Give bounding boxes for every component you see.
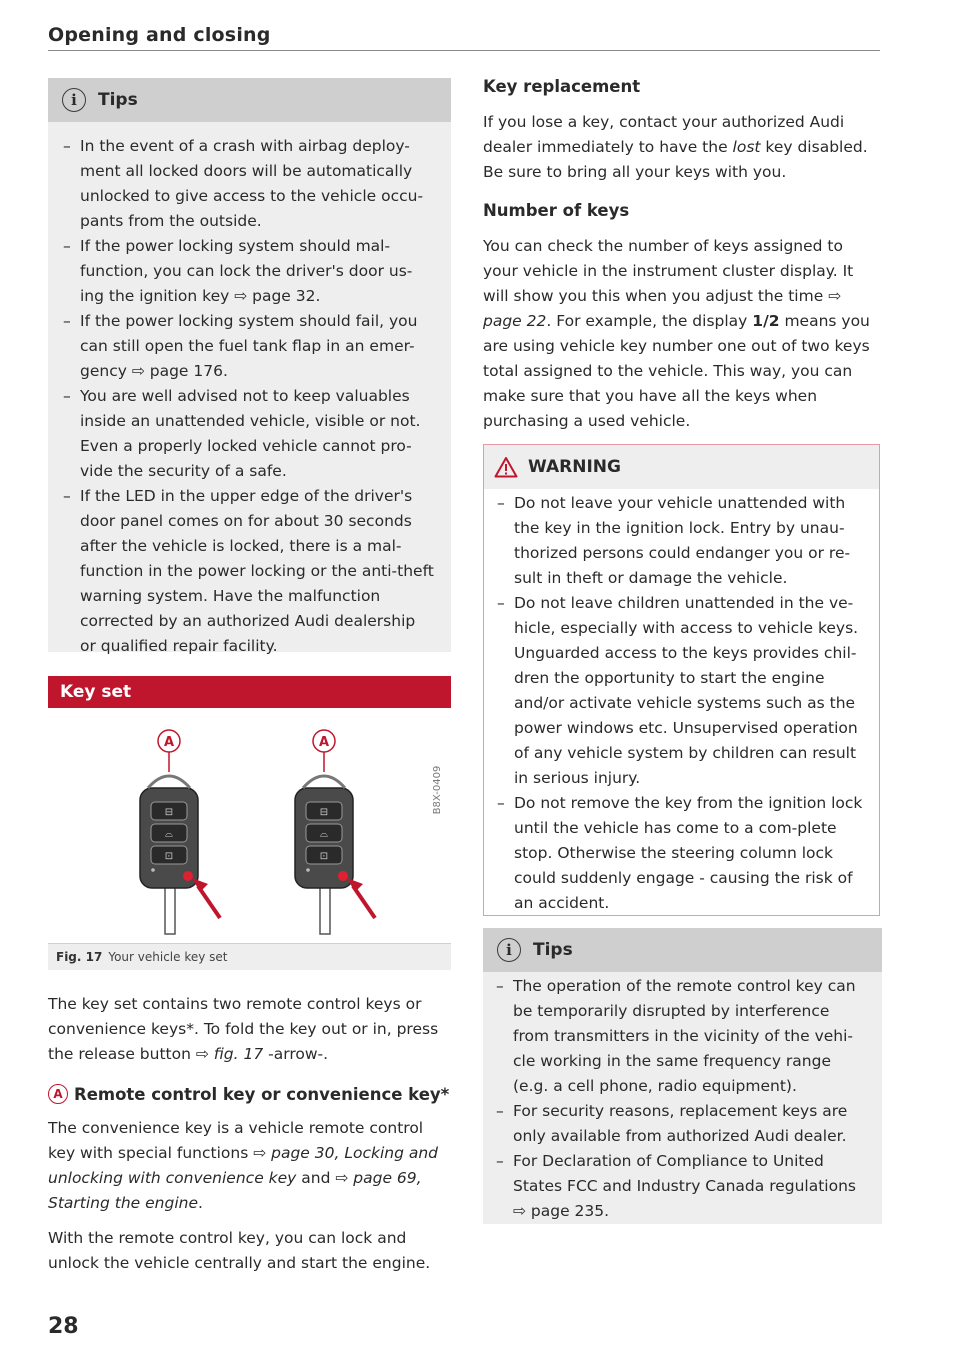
caption-label: Fig. 17 bbox=[56, 950, 103, 964]
tips-box-top bbox=[48, 78, 451, 655]
tips-item: – If the LED in the upper edge of the driver's door panel comes on for about 30 seconds after the vehicle is locked, there is a mal-function in the power locking or the anti-theft warning system. Have the malfunction corrected by an authorized Audi dealership or qualified repair facility. bbox=[60, 484, 435, 659]
key-replacement-text bbox=[483, 110, 883, 185]
tips-header bbox=[483, 928, 882, 972]
warning-header bbox=[484, 445, 879, 489]
key-set-intro bbox=[48, 992, 458, 1067]
svg-text:⊡: ⊡ bbox=[164, 851, 174, 862]
warning-triangle-icon bbox=[494, 456, 518, 478]
key-replacement-heading: Key replacement bbox=[483, 77, 641, 96]
warning-list bbox=[484, 489, 879, 916]
tips-item: – You are well advised not to keep valuables inside an unattended vehicle, visible or not. Even a properly locked vehicle cannot pro-vide the security of a safe. bbox=[60, 384, 435, 484]
info-icon: i bbox=[62, 88, 86, 112]
tips-list bbox=[48, 122, 451, 659]
number-of-keys-heading: Number of keys bbox=[483, 201, 630, 220]
key-replacement-text-b: key disabled. Be sure to bring all your keys with you. bbox=[483, 138, 868, 181]
page-30-link[interactable]: ⇨ page 30, Locking and unlocking with convenience key bbox=[48, 1144, 439, 1187]
tips-title: Tips bbox=[98, 90, 138, 110]
tips-box-bottom bbox=[483, 928, 882, 1224]
figure-caption bbox=[48, 944, 451, 970]
header-rule bbox=[48, 50, 880, 51]
key-set-illustration bbox=[48, 718, 451, 943]
tips-title: Tips bbox=[533, 940, 573, 960]
warning-item: – Do not remove the key from the ignition lock until the vehicle has come to a com-plete stop. Otherwise the steering column lock could suddenly engage - causing the risk of an accident. bbox=[494, 791, 865, 916]
caption-text: Your vehicle key set bbox=[108, 950, 228, 964]
callout-label: A bbox=[163, 735, 175, 750]
remote-key-left bbox=[140, 730, 220, 934]
tips-item: – In the event of a crash with airbag deploy-ment all locked doors will be automatically unlocked to give access to the vehicle occu-pants from the outside. bbox=[60, 134, 435, 234]
page-69-link[interactable]: ⇨ page 69, Starting the engine bbox=[48, 1169, 422, 1212]
warning-title: WARNING bbox=[528, 457, 621, 477]
remote-key-heading-text: Remote control key or convenience key* bbox=[74, 1084, 450, 1104]
tips-header bbox=[48, 78, 451, 122]
remote-key-text: With the remote control key, you can lock and unlock the vehicle centrally and start the engine. bbox=[48, 1229, 431, 1272]
number-of-keys-text-b: . For example, the display bbox=[546, 312, 753, 330]
page-number: 28 bbox=[48, 1314, 79, 1339]
convenience-period: . bbox=[198, 1194, 203, 1212]
key-set-figure bbox=[48, 718, 451, 944]
warning-item: – Do not leave your vehicle unattended with the key in the ignition lock. Entry by unau-thorized persons could endanger you or re-sult in theft or damage the vehicle. bbox=[494, 491, 865, 591]
svg-text:⌓: ⌓ bbox=[320, 829, 328, 840]
number-of-keys-text-a: You can check the number of keys assigned to your vehicle in the instrument cluster display. It will show you this when you adjust the time bbox=[483, 237, 854, 305]
convenience-text: The convenience key is a vehicle remote control key with special functions bbox=[48, 1119, 424, 1162]
figure-code: B8X-0409 bbox=[432, 765, 443, 815]
tips-item: – The operation of the remote control key can be temporarily disrupted by interference from transmitters in the vicinity of the vehi-cle working in the same frequency range (e.g. a cell phone, radio equipment). bbox=[493, 974, 868, 1099]
svg-text:⊡: ⊡ bbox=[319, 851, 329, 862]
svg-text:⊟: ⊟ bbox=[319, 807, 329, 818]
page-22-link[interactable]: ⇨ page 22 bbox=[483, 287, 842, 330]
info-icon: i bbox=[497, 938, 521, 962]
callout-label: A bbox=[318, 735, 330, 750]
section-title: Opening and closing bbox=[48, 24, 271, 46]
number-of-keys-text bbox=[483, 234, 878, 434]
tips-item: – For security reasons, replacement keys are only available from authorized Audi dealer. bbox=[493, 1099, 868, 1149]
key-set-heading: Key set bbox=[48, 676, 451, 708]
key-set-intro-tail: -arrow-. bbox=[263, 1045, 329, 1063]
tips-item: – If the power locking system should fail, you can still open the fuel tank flap in an emer-gency ⇨ page 176. bbox=[60, 309, 435, 384]
tips-item: – For Declaration of Compliance to United States FCC and Industry Canada regulations ⇨ page 235. bbox=[493, 1149, 868, 1224]
convenience-and: and bbox=[296, 1169, 336, 1187]
warning-box bbox=[483, 444, 880, 916]
callout-a-icon: A bbox=[48, 1084, 68, 1104]
key-set-intro-text: The key set contains two remote control keys or convenience keys*. To fold the key out or in, press the release button bbox=[48, 995, 439, 1063]
warning-item: – Do not leave children unattended in the ve-hicle, especially with access to vehicle keys. Unguarded access to the keys provides chil-dren the opportunity to start the engine and/or activate vehicle systems such as the power windows etc. Unsupervised operation of any vehicle system by children can result in serious injury. bbox=[494, 591, 865, 791]
key-replacement-italic: lost bbox=[732, 138, 761, 156]
number-of-keys-text-c: means you are using vehicle key number one out of two keys total assigned to the vehicle. This way, you can make sure that you have all the keys when purchasing a used vehicle. bbox=[483, 312, 870, 430]
key-replacement-text-a: If you lose a key, contact your authorized Audi dealer immediately to have the bbox=[483, 113, 845, 156]
display-value: 1/2 bbox=[752, 312, 780, 330]
tips-item: – If the power locking system should mal-function, you can lock the driver's door us-ing the ignition key ⇨ page 32. bbox=[60, 234, 435, 309]
remote-key-heading bbox=[48, 1084, 458, 1104]
svg-text:⌓: ⌓ bbox=[165, 829, 173, 840]
convenience-key-text bbox=[48, 1116, 448, 1216]
fig-ref-link[interactable]: ⇨ fig. 17 bbox=[195, 1045, 264, 1063]
tips-list bbox=[483, 972, 882, 1224]
svg-text:⊟: ⊟ bbox=[164, 807, 174, 818]
remote-key-right bbox=[295, 730, 375, 934]
